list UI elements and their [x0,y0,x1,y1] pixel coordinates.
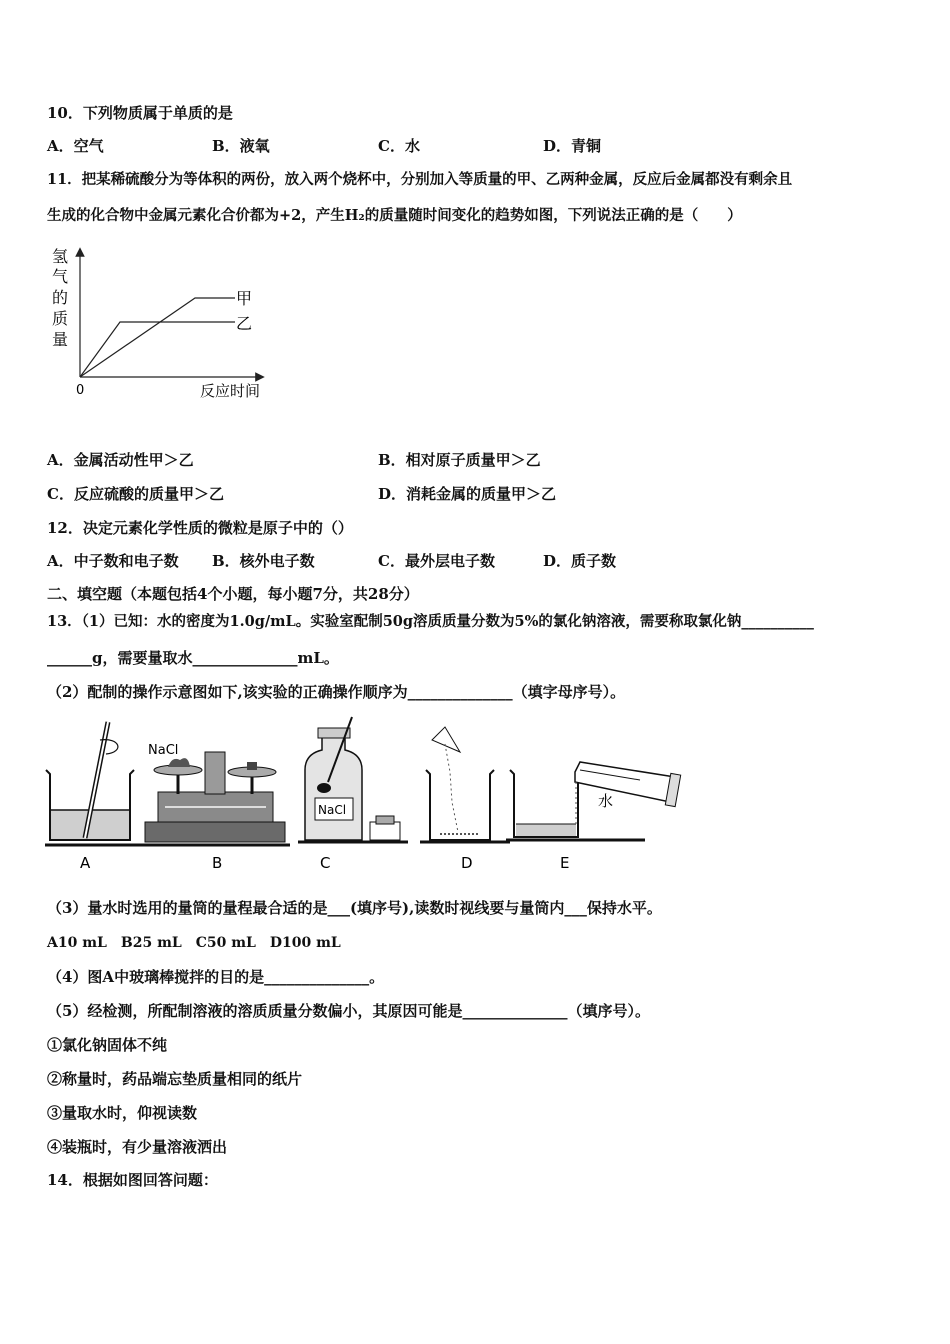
series-yi-line [80,322,235,377]
q13-part3-options: A10 mL B25 mL C50 mL D100 mL [47,935,341,951]
section-2-heading: 二、填空题（本题包括4个小题，每小题7分，共28分） [47,585,419,603]
figure-label-b: B [212,854,223,872]
figure-e-water-label: 水 [598,792,614,810]
figure-label-c: C [320,854,331,872]
q11-option-a: A．金属活动性甲＞乙 [47,451,194,469]
y-label-4: 质 [52,309,69,328]
q11-option-c: C．反应硫酸的质量甲＞乙 [47,485,224,503]
q13-reason-3: ③量取水时，仰视读数 [47,1104,198,1122]
q13-reason-2: ②称量时，药品端忘垫质量相同的纸片 [47,1070,303,1088]
q12-stem: 12．决定元素化学性质的微粒是原子中的（） [47,519,353,537]
q13-part1-line1: 13．（1）已知：水的密度为1.0g/mL。实验室配制50g溶质质量分数为5%的氯化钠溶液，需要称取氯化钠__________ [47,613,814,630]
figure-a-beaker-stirring [45,722,140,845]
q11-stem-line1: 11．把某稀硫酸分为等体积的两份，放入两个烧杯中，分别加入等质量的甲、乙两种金属，反应后金属都没有剩余且 [47,171,793,188]
q13-part2: （2）配制的操作示意图如下,该实验的正确操作顺序为______________（填字母序号）。 [47,683,626,701]
q13-part1-line2: ______g，需要量取水______________mL。 [47,649,339,667]
figure-d-pouring-solid [420,727,510,842]
x-label: 反应时间 [200,382,261,400]
q12-option-b: B．核外电子数 [212,552,315,570]
y-label-3: 的 [52,288,69,307]
series-yi-label: 乙 [236,314,253,333]
figure-b-balance [135,752,290,845]
q10-stem: 10．下列物质属于单质的是 [47,104,233,122]
q14-stem: 14．根据如图回答问题： [47,1171,218,1189]
q13-lab-figure [40,712,700,877]
q12-option-a: A．中子数和电子数 [47,552,179,570]
q11-stem-line2: 生成的化合物中金属元素化合价都为+2，产生H₂的质量随时间变化的趋势如图，下列说法正确的是（ ） [47,207,742,224]
figure-e-pouring-water [506,762,681,840]
q12-option-d: D．质子数 [543,552,617,570]
series-jia-line [80,298,235,377]
origin-label: 0 [76,383,85,398]
q13-reason-4: ④装瓶时，有少量溶液洒出 [47,1138,228,1156]
figure-label-d: D [461,854,473,872]
q11-option-b: B．相对原子质量甲＞乙 [378,451,541,469]
figure-c-reagent-bottle [298,717,408,842]
figure-b-nacl-label: NaCl [148,743,179,758]
q10-option-b: B．液氧 [212,137,270,155]
q10-option-c: C．水 [378,137,420,155]
figure-label-a: A [80,854,91,872]
q10-option-a: A．空气 [47,137,104,155]
series-jia-label: 甲 [236,289,253,308]
q13-part4: （4）图A中玻璃棒搅拌的目的是______________。 [47,968,385,986]
q10-option-d: D．青铜 [543,137,602,155]
q13-part3: （3）量水时选用的量筒的量程最合适的是___(填序号),读数时视线要与量筒内___保持水平。 [47,899,662,917]
y-label-2: 气 [52,267,69,286]
q11-graph [40,240,290,410]
figure-label-e: E [560,854,570,872]
q13-reason-1: ①氯化钠固体不纯 [47,1036,168,1054]
y-label-5: 量 [52,330,69,349]
y-label-1: 氢 [52,247,69,266]
q13-part5: （5）经检测，所配制溶液的溶质质量分数偏小，其原因可能是______________（填序号）。 [47,1002,650,1020]
q11-option-d: D．消耗金属的质量甲＞乙 [378,485,557,503]
figure-c-nacl-label: NaCl [318,803,347,817]
q12-option-c: C．最外层电子数 [378,552,495,570]
